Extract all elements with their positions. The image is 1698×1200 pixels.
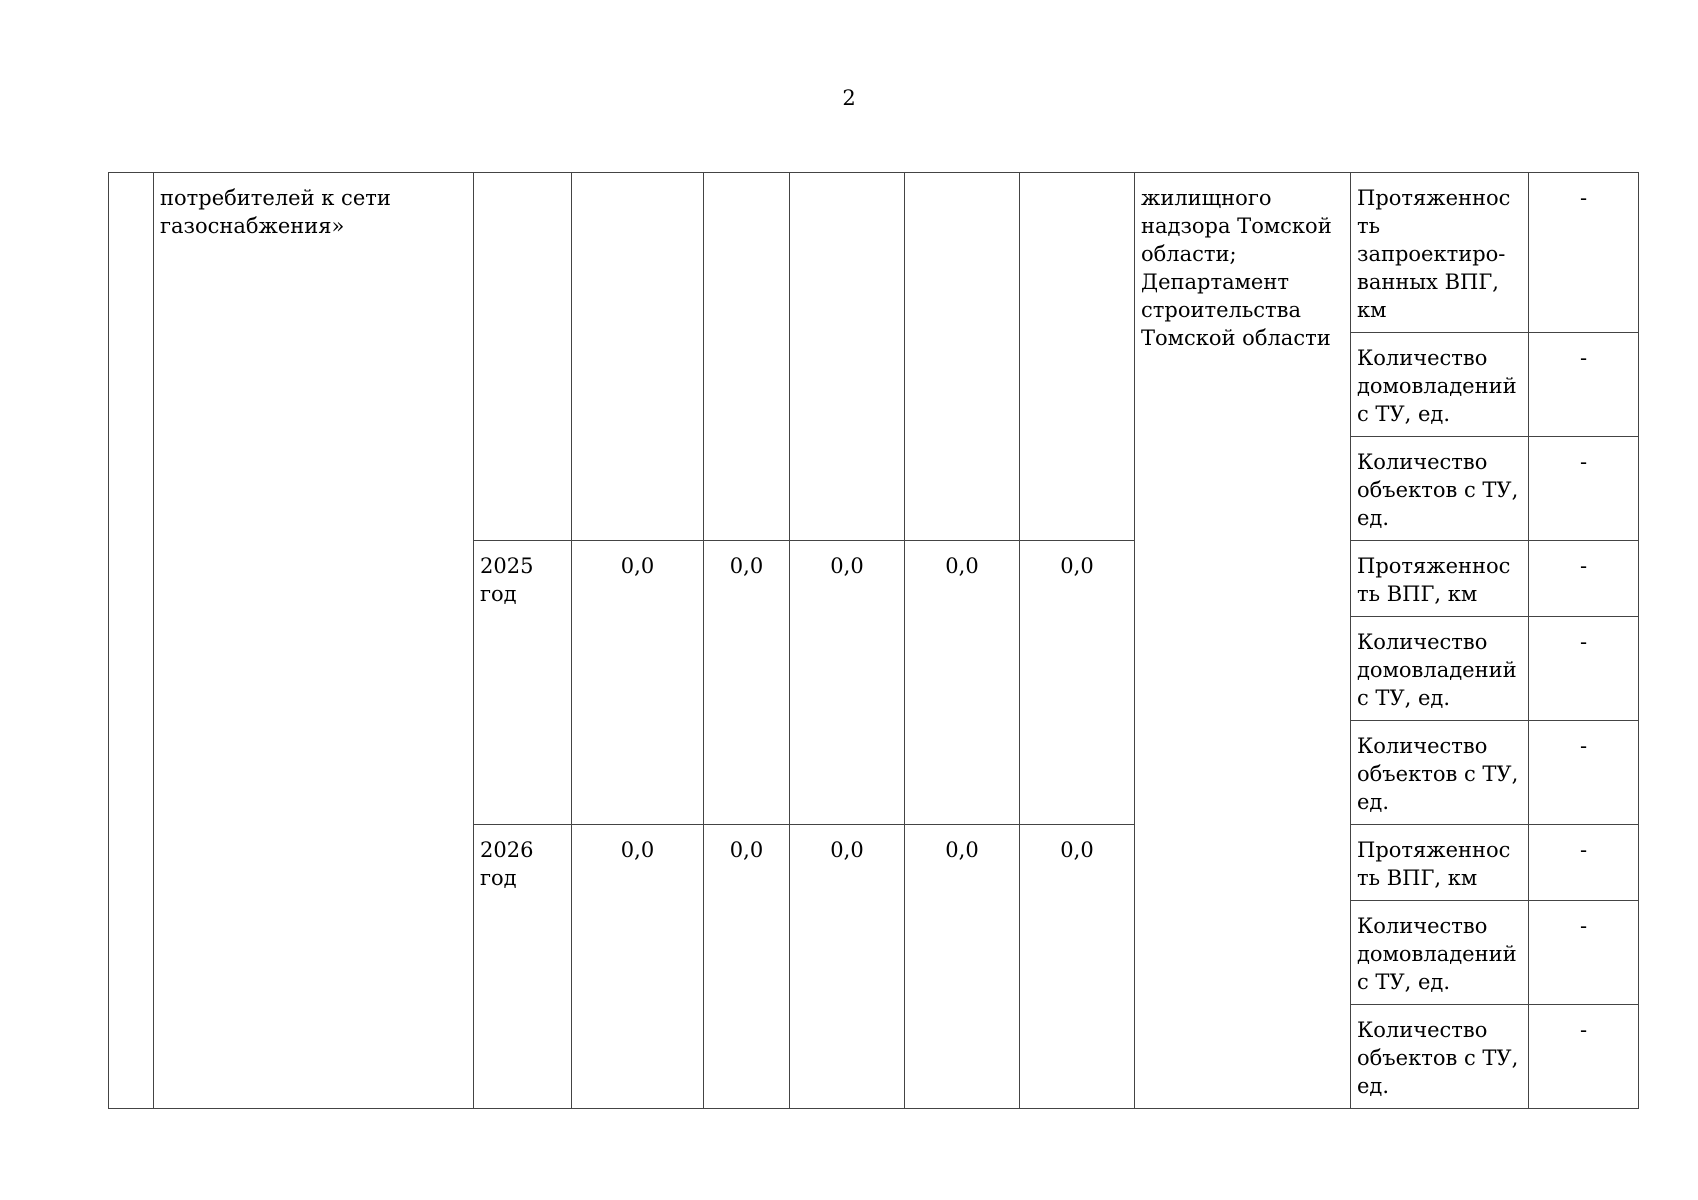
value-cell: 0,0 [704,541,790,825]
value-cell: 0,0 [790,541,905,825]
indicator-label-cell: Количество домовладений с ТУ, ед. [1351,901,1529,1005]
value-cell: 0,0 [905,541,1020,825]
indicator-label-cell: Количество домовладений с ТУ, ед. [1351,617,1529,721]
value-cell [790,173,905,541]
indicator-label-cell: Протяженность ВПГ, км [1351,825,1529,901]
value-cell: 0,0 [572,825,704,1109]
value-cell [905,173,1020,541]
value-cell: 0,0 [790,825,905,1109]
value-cell [572,173,704,541]
value-cell: 0,0 [572,541,704,825]
value-cell: 0,0 [1020,541,1135,825]
value-cell: 0,0 [1020,825,1135,1109]
indicator-value-cell: - [1529,437,1639,541]
page-number: 2 [842,86,856,110]
indicator-label-cell: Количество объектов с ТУ, ед. [1351,437,1529,541]
value-cell [1020,173,1135,541]
indicator-label-cell: Протяженность ВПГ, км [1351,541,1529,617]
indicator-value-cell: - [1529,825,1639,901]
year-cell [474,173,572,541]
year-cell: 2026 год [474,825,572,1109]
table-row [109,173,1639,333]
program-table [108,172,1639,1109]
row-number-cell [109,173,154,1109]
value-cell: 0,0 [905,825,1020,1109]
indicator-value-cell: - [1529,901,1639,1005]
year-cell: 2025 год [474,541,572,825]
value-cell: 0,0 [704,825,790,1109]
indicator-label-cell: Количество домовладений с ТУ, ед. [1351,333,1529,437]
indicator-value-cell: - [1529,541,1639,617]
indicator-value-cell: - [1529,721,1639,825]
indicator-value-cell: - [1529,617,1639,721]
value-cell [704,173,790,541]
indicator-value-cell: - [1529,173,1639,333]
indicator-value-cell: - [1529,333,1639,437]
activity-name-cell: потребителей к сети газоснабжения» [154,173,474,1109]
indicator-value-cell: - [1529,1005,1639,1109]
indicator-label-cell: Количество объектов с ТУ, ед. [1351,721,1529,825]
indicator-label-cell: Протяженность запроектиро-ванных ВПГ, км [1351,173,1529,333]
executor-cell: жилищного надзора Томской области; Департамент строительства Томской области [1135,173,1351,1109]
indicator-label-cell: Количество объектов с ТУ, ед. [1351,1005,1529,1109]
